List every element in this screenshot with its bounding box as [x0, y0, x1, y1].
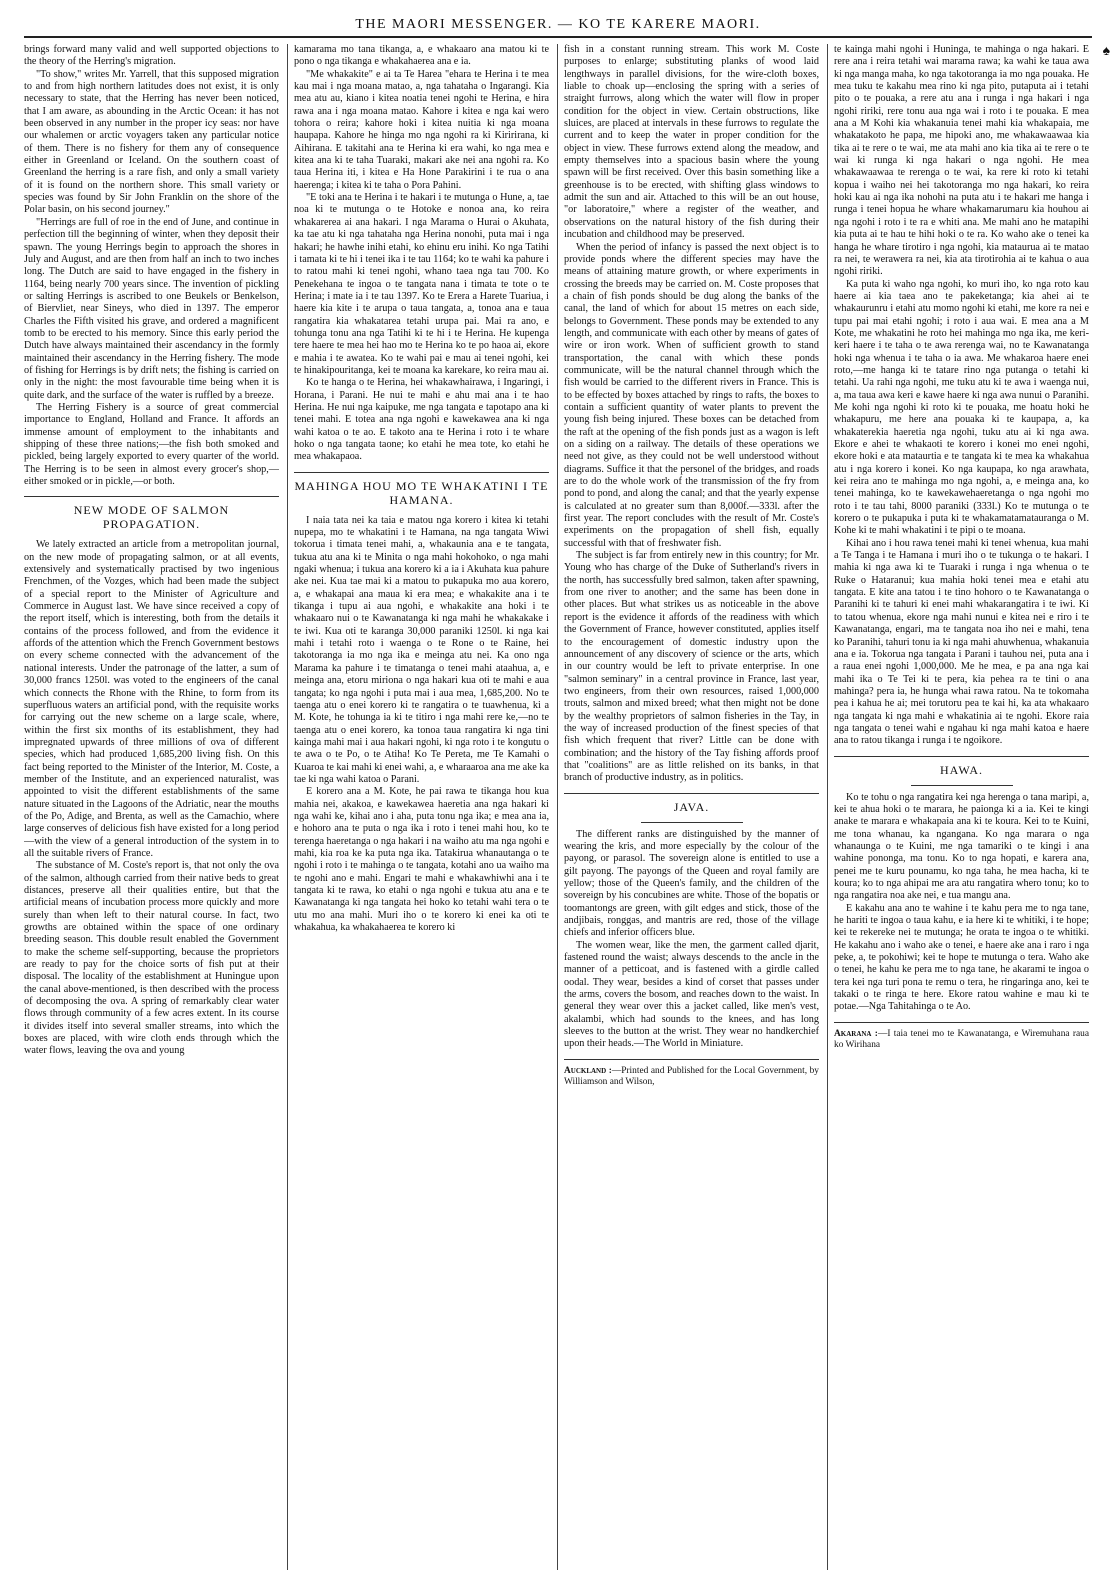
section-divider	[564, 793, 819, 794]
page-mark-icon: ♠	[1102, 44, 1110, 59]
section-divider	[564, 1059, 819, 1060]
imprint-text: —I taia tenei mo te Kawanatanga, e Wiremuhana raua ko Wirihana	[834, 1028, 1089, 1051]
section-divider	[834, 1022, 1089, 1023]
column-2	[294, 44, 549, 1570]
heading-rule	[641, 822, 743, 823]
herring-paragraph: "Herrings are full of roe in the end of June, and continue in perfection till the beginning of winter, when they deposit their spawn. The young Herrings begin to approach the shores in July and August, and are then from half an inch to two inches long. The Dutch are said to have engaged in the fishery in 1164, being nearly 700 years since. The invention of pickling or salting Herrings is ascribed to one Beukels or Benkelson, of Biervliet, near Sineys, who died in 1397. The emperor Charles the Fifth visited his grave, and ordered a magnificent tomb to be erected to his memory. Since this early period the Dutch have always maintained their ascendancy in the formly maintained their ascendancy in the Herring fishery. The mode of fishing for Herrings is by drift nets; the fishing is carried on only in the night: the most favourable time being when it is quite dark, and the surface of the water is ruffled by a breeze.	[24, 216, 279, 401]
section-divider	[834, 756, 1089, 757]
newspaper-page	[24, 14, 1110, 1570]
mahinga-heading: MAHINGA HOU MO TE WHAKATINI I TE HAMANA.	[294, 478, 549, 507]
herring-paragraph: brings forward many valid and well supported objections to the theory of the Herring's migration.	[24, 44, 279, 68]
herina-paragraph: "Me whakakite" e ai ta Te Harea "ehara te Herina i te mea kau mai i nga moana matao, a, nga tahataha o Ingarangi. Kia mea atu au, kiano i kitea noatia tenei ngohi te Herina, e hira rawa ana i nga moana matao. Kahore i kitea e nga kai wero tohora o reira; kahore hoki i kitea nuitia ki nga moana haupapa. Kahore he hinga mo nga ngohi ra ki Kiririrana, ki Aihirana. E takitahi ana te Herina ki era wahi, ko nga mea e kitea ana ki te taha Tuaraki, makari ake nei ana ngohi ra. Ko taua Herina iti, i kitea e Ha Hone Parakirini i te rua o ana haerenga; i kitea ki te taha o Pora Pahini.	[294, 68, 549, 191]
imprint-lead: Auckland :	[564, 1065, 612, 1076]
column-rule	[287, 44, 288, 1570]
hawa-paragraph: Ko te tohu o nga rangatira kei nga herenga o tana maripi, a, kei te ahua hoki o te marara, he paionga ki a ia. Kei te kingi anake te marara e whakapaia ana ki te koura. Kei to te Kuini, me tona whanau, ka ngangana. Ko nga marara o nga whanaunga o te Kuini, me nga tamariki o te kingi i ana wahine pononga, ma tonu. Ko to nga hopati, e karera ana, penei me te kuru pounamu, ko nga taha, he mea hacha, ki te koura; ko to nga ahipai me ara atu rangatira whero tonu; ko to nga rangatira noa ake nei, e tua mangu ana.	[834, 791, 1089, 902]
imprint-lead: Akarana :	[834, 1028, 878, 1039]
imprint-english	[564, 1066, 819, 1089]
column-3	[564, 44, 819, 1570]
hamana-paragraph: Ka puta ki waho nga ngohi, ko muri iho, ko nga roto kau haere ai kia taea ano te pakeketanga; kia ahei ai te whakaurunru i etahi atu momo ngohi ki etahi, me kore ra nei e tupu pai mai etahi ngohi; i roto i aua wai. E mea ana a M Kote, me whakatini he roto hei mahinga mo nga ika, me keri-keri haere i te taha o te awa rerenga wai, no te Kawanatanga hoki nga whenua i te taha o ia awa. Me whakaroa haere enei roto,—me hanga ki te tatare rino nga putanga o tetahi ki tetahi. Ua rahi nga ngohi, me tuku atu ki te awa i waenga nui, a, ma taua awa keri e kawe haere ki nga awa nunui o Paranihi. Me kohi nga ngohi ki roto ki te pouaka, me hoatu hoki he whakapuru, me here ana pouaka ki te kaupapa, a, ka whakaterekia haeretia nga ngohi, tuku atu ai ki nga awa. Ekore e ahei te whakaoti te korero i konei mo enei ngohi, ekore hoki e ata mataurtia e te tangata ki te mea ka whakahua atu i nga korero i konei. Ko nga kaupapa, ko nga arawhata, kei reira ano te mahinga mo nga ngohi, a, e meinga ana, ko tenei mahinga, ko te kawekawehaeretanga o nga ngohi mo roto i te tau tahi, 8000 paraniki (333l.) Ko te mutunga o te korero o te pukapuka i puta ki te whakamatamatauranga o M. Kohe ki te mahi whakatini i te pipi o te moana.	[834, 278, 1089, 537]
salmon-paragraph: The substance of M. Coste's report is, that not only the ova of the salmon, although carried from their native beds to great distances, preserve all their qualities entire, but that the artificial means of incubation process more quickly and more surely than when left to their natural course. In fact, two growths are obtained within the space of one ordinary breeding season. This double result enabled the Government to make the scheme self-supporting, because the proprietors are ready to pay for the choice sorts of fish put at their disposal. The locality of the establishment at Huningue upon the canal above-mentioned, is then described with the process of decomposing the ova. A spring of remarkably clear water flows through community of a few acres extent. In its course it divides itself into several smaller streams, into which the boxes are placed, with wire cloth ends through which the water flows, leaving the ova and young	[24, 860, 279, 1057]
salmon-paragraph: When the period of infancy is passed the next object is to provide ponds where the different species may have the means of attaining mature growth, or where experiments in crossing the breeds may be carried on. M. Coste proposes that a chain of fish ponds should be dug along the banks of the canal, the land of which for about 15 metres on each side, belongs to Government. These ponds may be extended to any length, and communicate with each other by means of gates of wire or iron work. When of sufficient growth to stand transportation, the canal with which these ponds communicate, will be the natural channel through which the fish would be carried to the different rivers in France. This is to be effected by boxes attached by rings to rafts, the boxes to contain a sufficient quantity of water plants to prevent the young fish being injured. These boxes can be detached from the raft at the opening of the fish ponds just as a wagon is left on a siding on a railway. The details of these operations we need not give, as they could not be well understood without diagrams. Suffice it that the personel of the bridges, and roads are to do the whole work of the transmission of the fry from pond to pond, and along the canal; and that the yearly expense is calculated at no greater sum than 8,000f.—333l. after the first year. The report concludes with the result of Mr. Coste's experiments on the propagation of shell fish, equally successful with that of freshwater fish.	[564, 241, 819, 549]
herina-paragraph: kamarama mo tana tikanga, a, e whakaaro ana matou ki te pono o nga tikanga e whakahaerea ana e ia.	[294, 44, 549, 68]
java-paragraph: The different ranks are distinguished by the manner of wearing the kris, and more especially by the colour of the payong, or parasol. The sovereign alone is entitled to use a gilt payong. The payongs of the Queen and royal family are yellow; those of the Queen's family, and the children of the sovereign by his concubines are white. Those of the bopatis or toomantongs are green, with gilt edges and stick, those of the andjibais, ronggas, and mantris are red, those of the village chiefs and inferior officers blue.	[564, 828, 819, 939]
herring-paragraph: "To show," writes Mr. Yarrell, that this supposed migration to and from high northern latitudes does not exist, it is only necessary to state, that the Herring has never been noticed, that I am aware, as abounding in the Arctic Ocean: it has not been observed in any number in the proper icy seas: nor have our whalemen or arctic voyagers taken any particular notice of them. There is no fishery for them any of consequence either in Greenland or Iceland. On the southern coast of Greenland the herring is a rare fish, and only a small variety of it is found on the northern shore. This small variety or species was found by Sir John Franklin on the shore of the Polar basin, on his second journey."	[24, 68, 279, 216]
hamana-paragraph: te kainga mahi ngohi i Huninga, te mahinga o nga hakari. E rere ana i reira tetahi wai marama rawa; ka wahi ke taua awa ki nga manga maha, ko nga takotoranga ia mo nga pouaka. He mea tuku te kakahu mea rino ki nga pito, putaputa ai i tetahi pito o te pouaka, a rere atu ana i runga i nga hakari i nga ngohi ririki, rere tonu aua nga wai i roto i te pouaka. E mea ana a M Kohi kia whakanuia tenei mahi kia whakapaia, me whakatakoto he papa, me hipoki ano, me whakawaawaa kia tika ai te rere o te wai, me ata mahi ano kia tika ai te rere o te wai ki runga ki nga hakari o nga ngohi. He mea whakawaawaa te rerenga o te wai, ka rere ki roto ki tetahi kopua i waiho nei hei takotoranga mo nga hakari, ko reira hoki kau ai nga ika nohohi na puta atu i te hakari me hanga i runga i tenei hopua he whare whakamarumaru kia houhou ai nga ngohi i roto i te ra e whiti ana. Me mahi ano he matapihi kia puta ai te hau te hihi hoki o te ra. Ko waho ake o tenei ka hanga he whare tirotiro i nga ngohi, kia mataurua ai te matao ra nei, te werawera ra nei, kia ata tirotirohia ai te kahua o aua ngohi ririki.	[834, 44, 1089, 278]
hawa-heading: HAWA.	[939, 762, 984, 777]
heading-rule	[911, 785, 1013, 786]
mahinga-paragraph: I naia tata nei ka taia e matou nga korero i kitea ki tetahi nupepa, mo te whakatini i te Hamana, na nga tangata Wiwi tokorua i timata tenei mahi, a, whakaunia ana e te tangata, tukua atu ana ki te Minita o nga mahi hokohoko, o nga mahi ngaki whenua; i tukua ana korero ki a ia i Akuhata kua pahure ake nei. Kua tae mai ki a matou to pukapuka mo aua korero, a, e whakapai ana maua ki era mea; e whakakite ana i te tikanga i tupu ai aua ngohi, e whakakite ana hoki i te whakaaro nui o te Kawanatanga ki nga mahi he whakakake i te iwi. Kua oti te karanga 30,000 paraniki 1250l. ki nga kai mahi i tetahi roto i waenga o te Rone o te Raine, hei takotoranga ia mo nga ika e meinga atu nei. Ka ono nga Marama ka pahure i te timatanga o tenei mahi ataahua, a, e meinga ana, etoru miriona o nga hakari kua oti te mahi e aua tangata; ko nga ngohi i puta mai i aua mea, 1,685,200. No te taenga atu o enei korero ki te rangatira o te tuawhenua, ki a M. Kote, he tohunga ia ki te titiro i nga mahi rere ke,—no te taenga atu o enei korero, ka tonoa taua rangatira ki nga tini kainga mahi mai i aua hakari ngohi, ki nga roto i te kongutu o te awa o te Po, o te Atiha! Ko Te Pereta, me Te Kamahi o Kuaroa te kai mahi ki enei wahi, a, e wharaaroa ana me ake ka tae ki nga wahi katoa o Parani.	[294, 514, 549, 785]
masthead: THE MAORI MESSENGER. — KO TE KARERE MAORI.	[24, 14, 1092, 38]
section-divider	[294, 472, 549, 473]
column-rule	[557, 44, 558, 1570]
hamana-paragraph: Kihai ano i hou rawa tenei mahi ki tenei whenua, kua mahi a Te Tanga i te Hamana i muri iho o te tukunga o te hakari. I mahia ki nga awa ki te Tuaraki i runga i nga whenua o te Ruke o Hataranui; kua mahia hoki tenei mea e etahi atu tangata. E kite ana tatou i te tino hohoro o te Kawanatanga o Paranihi ki te tahuri ki enei mahi whakarangatira i te iwi. Ki to tatou whenua, ekore nga mahi nunui e kitea nei e riro i te Kawanatanga, engari, ma te tangata noa iho nei e mahi, tena ko Paranihi, tahuri tonu ia ki nga mahi ahuwhenua, whakanuia ana e ia. Tokorua nga tangata i Parani i tauhou nei, puta ana i a raua enei ngohi 1,000,000. Me he mea, e pa ana nga kai mahi ika o Te Tei ki te pera, kia pehea ra te tini o ana mahinga? pera ia, he hunga whai rawa ratou. Na te tokomaha pea i kahua he ai; mei torutoru pea te kai hi, ka ata whakaaro nga tangata ki nga mahi e whakatinia ai te ngohi. Ekore raia nga tangata o tenei wahi e ngahau ki nga mahi katoa e haere ana to ratou tikanga i runga i te ngoikore.	[834, 537, 1089, 747]
column-1	[24, 44, 279, 1570]
column-rule	[827, 44, 828, 1570]
columns	[24, 44, 1092, 1570]
salmon-paragraph: We lately extracted an article from a metropolitan journal, on the new mode of propagating salmon, or at all events, extensively and systematically practised by two ingenious Frenchmen, of the Vozges, which had been made the subject of a special report to the Minister of Agriculture and Commerce in August last. We have since received a copy of the report itself, which is interesting, both from the details it contains of the process followed, and from the evidence it affords of the attention which the French Government bestows on every scheme connected with the advancement of the national interests. Under the patronage of the latter, a sum of 30,000 francs 1250l. was voted to the engineers of the canal which connects the Rhone with the Rhine, to form from its superfluous waters an artificial pond, with the requisite works for carrying out the new scheme on a large scale, where, within the first six months of its establishment, they had impregnated upwards of three millions of ova of different species, which had produced 1,685,200 living fish. On this fact being reported to the Minister of the Interior, M. Coste, a member of the Institute, and an experienced naturalist, was appointed to visit the different establishments of the same nature situated in the Lagoons of the Adriatic, near the mouths of the Po, Adige, and Brenta, as well as the Camachio, where large conserves of delicious fish have existed for a long period—with the view of a general introduction of the system in to all the suitable rivers of France.	[24, 539, 279, 859]
mahinga-paragraph: E korero ana a M. Kote, he pai rawa te tikanga hou kua mahia nei, akakoa, e kawekawea haeretia ana nga hakari ki nga wahi ke, kihai ano i aha, puta tonu nga ika; e mea ana ia, e hohoro ana te puta o nga ika i roto i tenei mahi hou, ko te terenga haeretanga o nga hakari i na waiho atu ma nga ngohi e mahi, kia roa ke ka puta nga ika. Tatakirua whanautanga o te ngohi i roto i te mahinga o te tangata, kotahi ano ua waiho ma te ngohi ano e mahi. Engari te mahi e whakawhiwhi ana i te tangata ki te rawa, ko etahi o nga ngohi e tukua atu ana e te Kawanatanga ki nga tangata hei hoko ko tetahi wahi tera o te utu mo ana mahi. Muri iho o te korero ki enei ka oti te whakahua, ka whakahaerea te korero ki	[294, 786, 549, 934]
salmon-paragraph: The subject is far from entirely new in this country; for Mr. Young who has charge of the Duke of Sutherland's rivers in the north, has successfully bred salmon, taken after spawning, from one river to another; and the same has been done in other places. But what strikes us as noticeable in the above report is the evidence it affords of the readiness with which the Government of France, however constituted, applies itself to the encouragement of domestic industry upon the announcement of any discovery of science or the arts, which in our country would be left to private enterprise. In one "salmon seminary" in a central province in France, last year, two engineers, from their own resources, raised 1,000,000 trouts, salmon and mixed breed; what then might not be done by the wealthy proprietors of salmon fisheries in the Tay, in the way of increased production of the finest species of that fish which frequent that river? Little can be done with combination; and the history of the Tay fishing affords proof that "coalitions" are as little relished on its banks, in that branch of productive industry, as in politics.	[564, 550, 819, 784]
salmon-heading: NEW MODE OF SALMON PROPAGATION.	[73, 503, 230, 532]
herina-paragraph: Ko te hanga o te Herina, hei whakawhairawa, i Ingaringi, i Horana, i Parani. He nui te mahi e ahu mai ana i te hao Herina. He nui nga kaipuke, me nga tangata e tapotapo ana ki tenei mahi. E totea ana nga ngohi e kawekawea ana ki nga wahi katoa o te ao. E takoto ana te Herina i roto i te whare hoko o nga tangata taone; ko etahi he mea tote, ko etahi he mea whakapaoa.	[294, 377, 549, 463]
imprint-maori	[834, 1029, 1089, 1052]
salmon-paragraph: fish in a constant running stream. This work M. Coste purposes to enlarge; substituting planks of wood laid lengthways in parallel divisions, for the wire-cloth boxes, liable to choak up—enclosing the spring with a series of straight furrows, along which the water will flow in proper condition for the object in view. Certain obstructions, like sluices, are placed at intervals in these furrows to regulate the current and to keep the water in proper condition for the object in view. These furrows extend along the meadow, and empty themselves into a spacious basin where the young spawn will be first received. Over this basin something like a greenhouse is to be erected, with shifting glass windows to admit the sun and air. Attached to this will be an out house, "or laboratoire," where a register of the weather, and observations on the natural history of the fish during their incubation and childhood may be preserved.	[564, 44, 819, 241]
imprint-text: —Printed and Published for the Local Government, by Williamson and Wilson,	[564, 1065, 819, 1088]
column-4	[834, 44, 1089, 1570]
herring-paragraph: The Herring Fishery is a source of great commercial importance to England, Holland and France. It affords an immense amount of employment to the inhabitants and shipping of these three nations;—the fish both smoked and pickled, being largely exported to every quarter of the world. The Herring is to be seen in almost every grocer's shop,—either smoked or in pickle,—or both.	[24, 401, 279, 488]
herina-paragraph: "E toki ana te Herina i te hakari i te mutunga o Hune, a, tae noa ki te mutunga o te Hotoke e nonoa ana, ko reira whakarerea ai ana hakari. I nga Marama o Hurai o Akuhata, ka tae atu ki nga tahataha nga Herina nonohi, puta mai i nga hakari; he hawhe inihi etahi, ko ehinu eru inihi. Ko nga Tatihi i tamata ki te hi i tenei ika i te tau 1164; ko te wahi ka pahure i to ratou mahi ki tenei ngohi, whano taea nga tau 700. Ko Penekehana te ingoa o te tangata nana i timata te tote o te Herina; i mate ia i te tau 1397. Ko te Erera a Harete Tuariua, i haere kia kite i te arupa o taua tangata, a, tonoa ana e taua rangatira kia whakatarea tetahi urupa pai. Mai ra ano, e tohunga tonu ana nga Tatihi ki te hi i te Herina. He kupenga tere haere te mea hei hao mo te Herina ko te po haoa ai, ekore e mahia i te awatea. Ko te wahi pai e mau ai tenei ngohi, kei te hinakipouritanga, kei te moana ka karekare, ko reira mau ai.	[294, 192, 549, 376]
java-paragraph: The women wear, like the men, the garment called djarit, fastened round the waist; always descends to the ancle in the manner of a petticoat, and is fastened with a girdle called oodal. They wear, besides a kind of corset that passes under the arms, covers the bosom, and reaches down to the waist. In general they wear over this a jacket called, like men's vest, akalambi, which had sounds to the knees, and has long sleeves to the button at the wrist. They wear no handkerchief upon their heads.—The World in Miniature.	[564, 939, 819, 1050]
java-heading: JAVA.	[673, 799, 710, 814]
hawa-paragraph: E kakahu ana ano te wahine i te kahu pera me to nga tane, he hariti te ingoa o taua kahu, e ia here ki te whitiki, i te hope; kei te rekereke nei te mutunga; he orata te ingoa o te whitiki. He kakahu ano i waho ake o tenei, e haere ake ana i raro i nga peke, a, te pokohiwi; kei te hope te mutunga o tera. Waho ake o tenei, he kahu ke pera me to nga tane, he akarami te ingoa o tera kei nga turi pona te remu o tera, he ringaringa ano, kei te takaki o te ringa te here. Ekore ratou wahine e mau ki te potae.—Nga Tahitahinga o te Ao.	[834, 902, 1089, 1013]
section-divider	[24, 496, 279, 497]
